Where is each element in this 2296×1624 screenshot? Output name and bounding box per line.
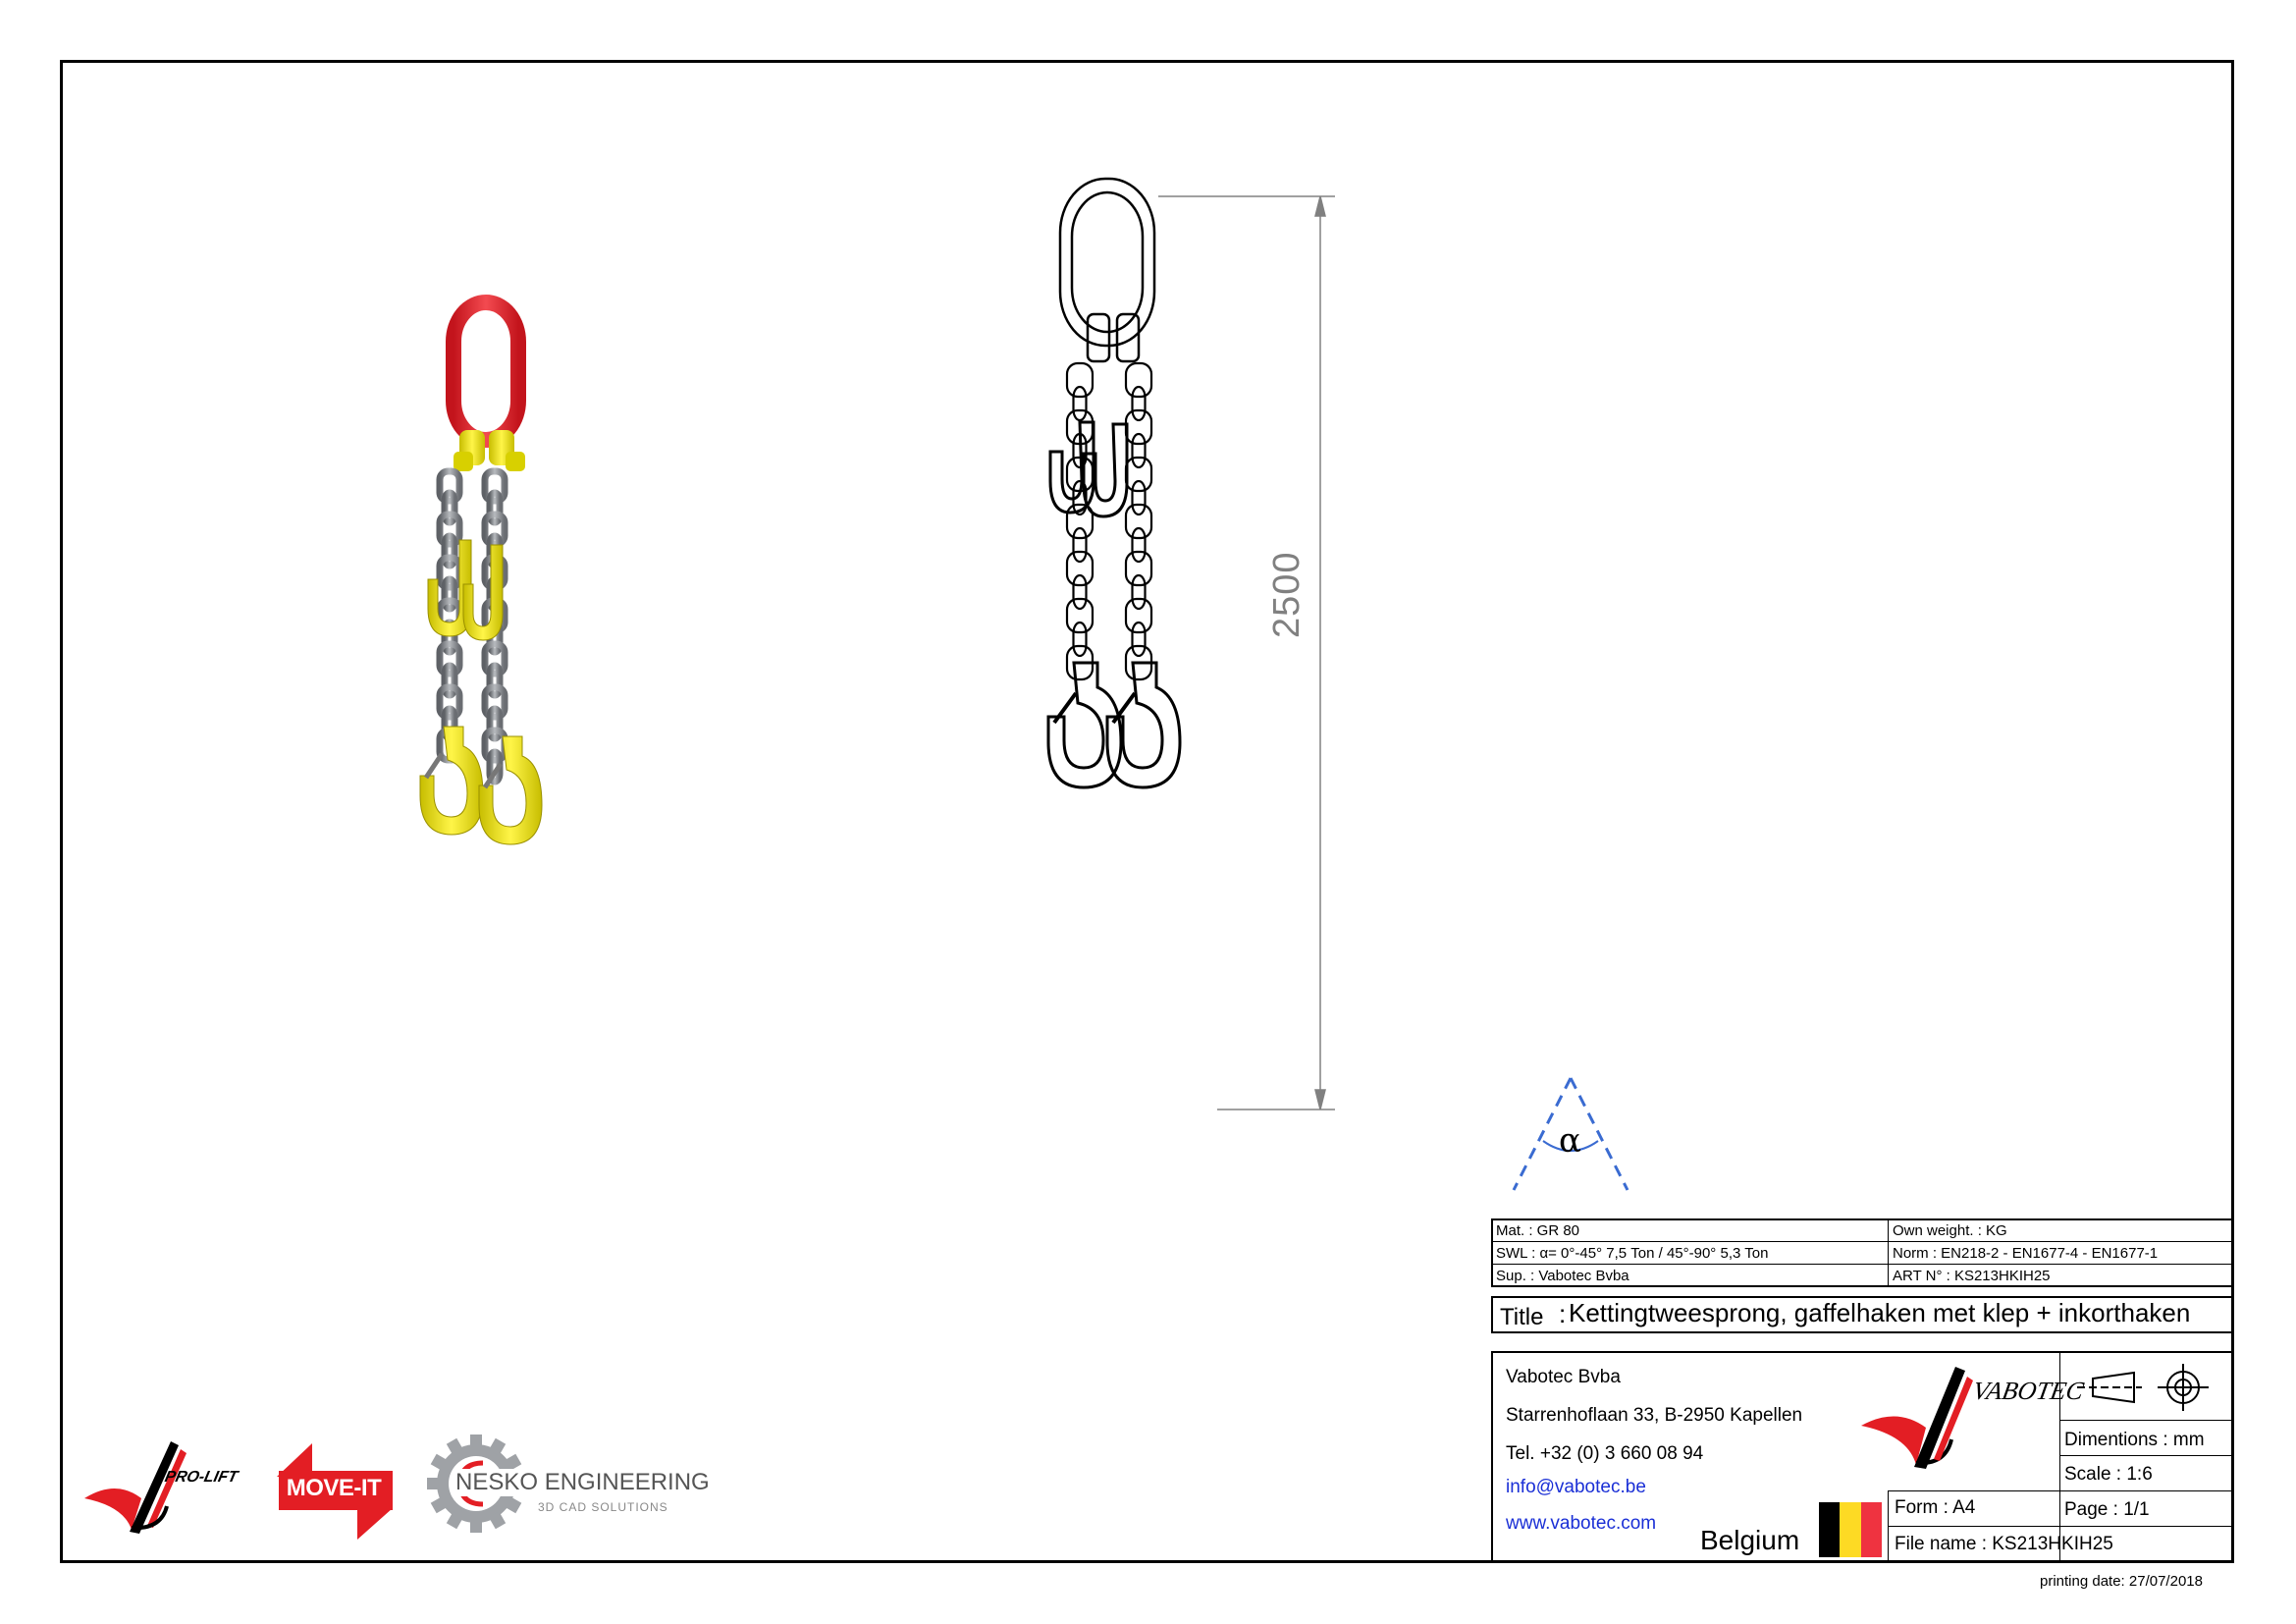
company-email-link[interactable]: info@vabotec.be (1506, 1477, 1646, 1497)
dimension-value: 2500 (1266, 551, 1308, 638)
master-link (454, 302, 518, 440)
prolift-logo-text: PRO-LIFT (163, 1469, 240, 1486)
printing-date: printing date: 27/07/2018 (2040, 1573, 2203, 1590)
chain-leg-left (440, 471, 459, 760)
nesko-logo-title: NESKO ENGINEERING (455, 1469, 710, 1495)
vabotec-logo-text: VABOTEC (1970, 1377, 2086, 1405)
spec-article-number: ART N° : KS213HKIH25 (1893, 1268, 2051, 1284)
file-name: File name : KS213HKIH25 (1895, 1534, 2113, 1554)
chain-sling-render (412, 285, 628, 1257)
moveit-logo-text: MOVE-IT (286, 1475, 382, 1501)
title-colon: : (1559, 1299, 1567, 1328)
dimensions-unit: Dimentions : mm (2064, 1430, 2205, 1450)
title-label: Title (1500, 1304, 1544, 1330)
vabotec-logo (1857, 1357, 2054, 1475)
company-address: Starrenhoflaan 33, B-2950 Kapellen (1506, 1405, 1803, 1426)
spec-norm: Norm : EN218-2 - EN1677-4 - EN1677-1 (1893, 1245, 2159, 1262)
spec-supplier: Sup. : Vabotec Bvba (1496, 1268, 1629, 1284)
alpha-symbol: α (1559, 1121, 1581, 1161)
page-number: Page : 1/1 (2064, 1499, 2150, 1520)
company-phone: Tel. +32 (0) 3 660 08 94 (1506, 1443, 1704, 1464)
upper-couplers (454, 430, 525, 471)
company-name: Vabotec Bvba (1506, 1367, 1621, 1387)
dimension-line (1158, 187, 1355, 1119)
chain-outline-left (1067, 363, 1093, 679)
drawing-scale: Scale : 1:6 (2064, 1464, 2153, 1485)
nesko-logo-subtitle: 3D CAD SOLUTIONS (538, 1500, 668, 1514)
projection-symbol (2073, 1361, 2230, 1412)
spec-swl: SWL : α= 0°-45° 7,5 Ton / 45°-90° 5,3 Ton (1496, 1245, 1769, 1262)
paper-form: Form : A4 (1895, 1497, 1976, 1518)
country-name: Belgium (1700, 1525, 1800, 1555)
belgium-flag (1819, 1502, 1882, 1557)
master-link-outline (1060, 179, 1154, 346)
chain-outline-right (1126, 363, 1151, 679)
drawing-title: Kettingtweesprong, gaffelhaken met klep + inkorthaken (1569, 1298, 2191, 1327)
spec-own-weight: Own weight. : KG (1893, 1222, 2007, 1239)
company-website-link[interactable]: www.vabotec.com (1506, 1513, 1657, 1534)
spec-material: Mat. : GR 80 (1496, 1222, 1580, 1239)
shortening-hooks (428, 540, 503, 640)
